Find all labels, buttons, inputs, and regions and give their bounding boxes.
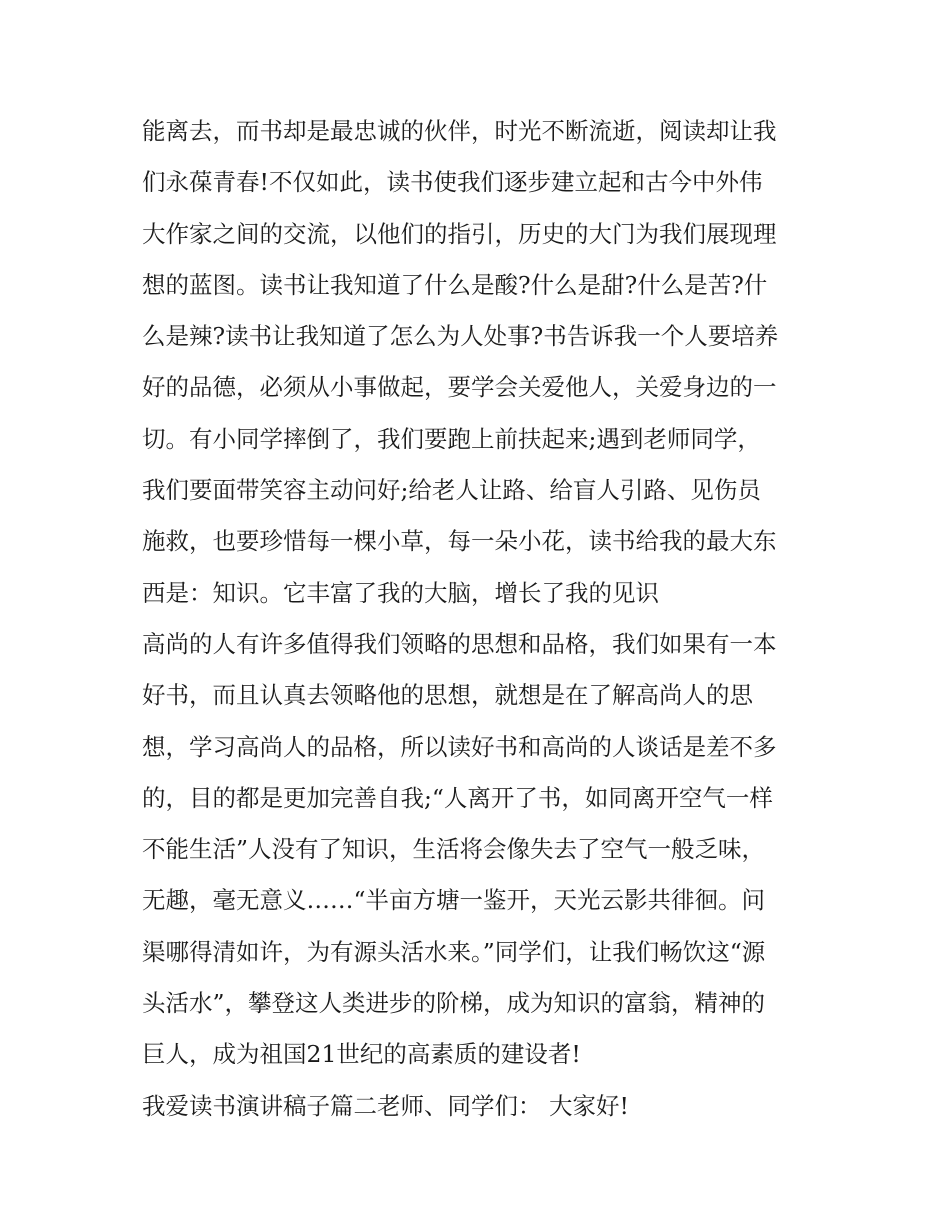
section-heading-line: 我爱读书演讲稿子篇二老师、同学们： 大家好! bbox=[142, 1091, 629, 1120]
document-body bbox=[142, 106, 822, 1132]
text-line: 西是：知识。它丰富了我的大脑，增长了我的见识 bbox=[142, 578, 659, 607]
text-line: 高尚的人有许多值得我们领略的思想和品格，我们如果有一本 bbox=[142, 629, 777, 658]
text-line: 好的品德，必须从小事做起，要学会关爱他人，关爱身边的一 bbox=[142, 373, 777, 402]
text-line: 巨人，成为祖国21世纪的高素质的建设者! bbox=[142, 1040, 581, 1069]
text-line: 的，目的都是更加完善自我;“人离开了书，如同离开空气一样 bbox=[142, 783, 773, 812]
text-line: 头活水”，攀登这人类进步的阶梯，成为知识的富翁，精神的 bbox=[142, 989, 766, 1018]
text-line: 能离去，而书却是最忠诚的伙伴，时光不断流逝，阅读却让我 bbox=[142, 117, 777, 145]
text-line: 们永葆青春!不仅如此，读书使我们逐步建立起和古今中外伟 bbox=[142, 168, 763, 197]
text-line: 无趣，毫无意义……“半亩方塘一鉴开，天光云影共徘徊。问 bbox=[142, 886, 766, 915]
text-line: 想的蓝图。读书让我知道了什么是酸?什么是甜?什么是苦?什 bbox=[142, 270, 768, 299]
text-line: 渠哪得清如许，为有源头活水来。”同学们，让我们畅饮这“源 bbox=[142, 937, 766, 966]
text-line: 大作家之间的交流，以他们的指引，历史的大门为我们展现理 bbox=[142, 219, 777, 248]
text-line: 好书，而且认真去领略他的思想，就想是在了解高尚人的思 bbox=[142, 681, 753, 710]
text-line: 不能生活”人没有了知识，生活将会像失去了空气一般乏味， bbox=[142, 835, 766, 864]
text-line: 我们要面带笑容主动问好;给老人让路、给盲人引路、见伤员 bbox=[142, 476, 761, 505]
text-line: 施救，也要珍惜每一棵小草，每一朵小花，读书给我的最大东 bbox=[142, 527, 777, 556]
text-line: 切。有小同学摔倒了，我们要跑上前扶起来;遇到老师同学， bbox=[142, 424, 761, 453]
text-line: 么是辣?读书让我知道了怎么为人处事?书告诉我一个人要培养 bbox=[142, 322, 779, 351]
text-line: 想，学习高尚人的品格，所以读好书和高尚的人谈话是差不多 bbox=[142, 732, 777, 761]
